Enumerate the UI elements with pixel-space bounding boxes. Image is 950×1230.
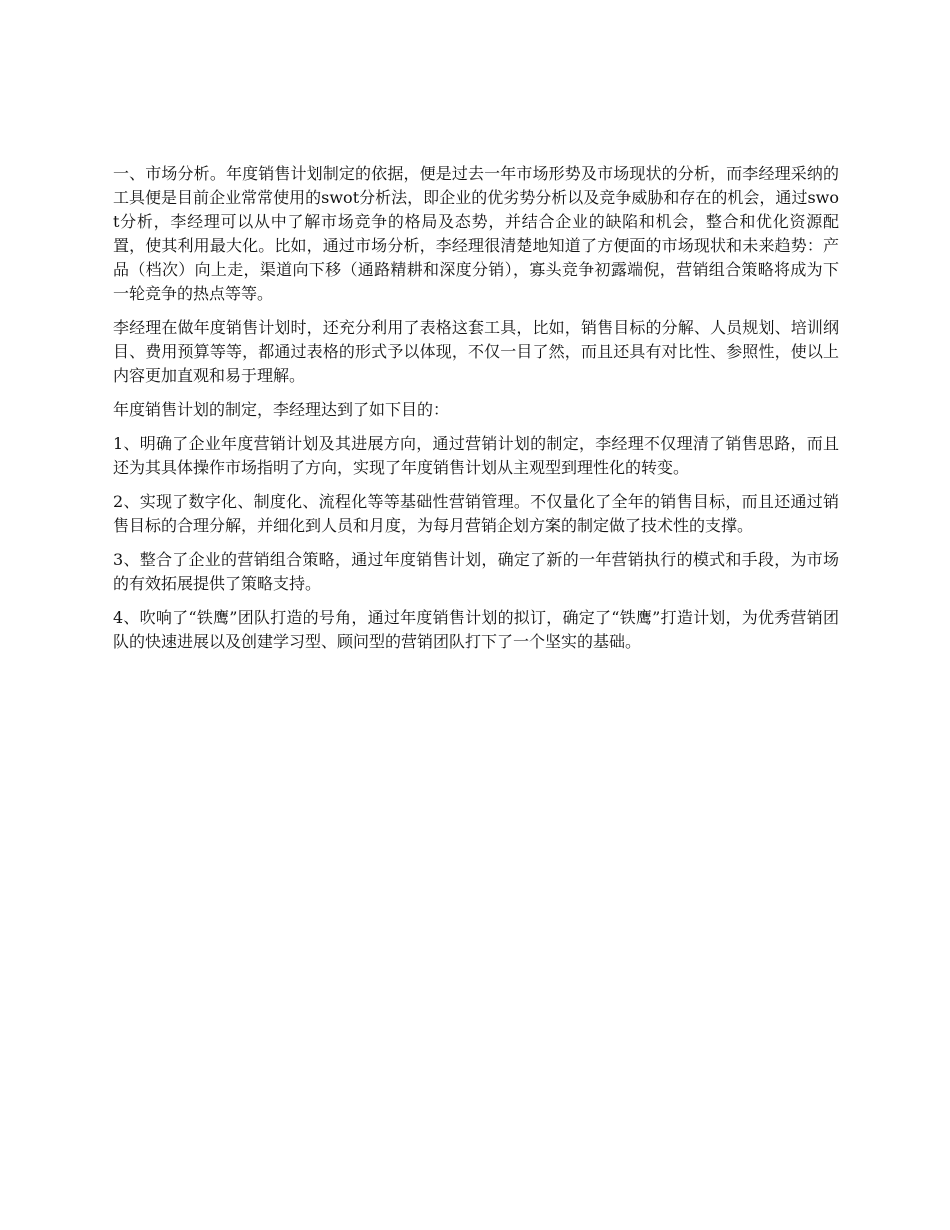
paragraph-goal-2: 2、实现了数字化、制度化、流程化等等基础性营销管理。不仅量化了全年的销售目标，而且还通过销售目标的合理分解，并细化到人员和月度，为每月营销企划方案的制定做了技术性的支撑。 <box>113 492 839 535</box>
paragraph-goal-3: 3、整合了企业的营销组合策略，通过年度销售计划，确定了新的一年营销执行的模式和手段，为市场的有效拓展提供了策略支持。 <box>113 550 839 593</box>
paragraph-market-analysis: 一、市场分析。年度销售计划制定的依据，便是过去一年市场形势及市场现状的分析，而李经理采纳的工具便是目前企业常常使用的swot分析法，即企业的优劣势分析以及竞争威胁和存在的机会，通过swot分析，李经理可以从中了解市场竞争的格局及态势，并结合企业的缺陷和机会，整合和优化资源配置，使其利用最大化。比如，通过市场分析，李经理很清楚地知道了方便面的市场现状和未来趋势：产品（档次）向上走，渠道向下移（通路精耕和深度分销），寡头竞争初露端倪，营销组合策略将成为下一轮竞争的热点等等。 <box>113 164 839 303</box>
document-body <box>113 162 839 664</box>
paragraph-goal-4: 4、吹响了“铁鹰”团队打造的号角，通过年度销售计划的拟订，确定了“铁鹰”打造计划，为优秀营销团队的快速进展以及创建学习型、顾问型的营销团队打下了一个坚实的基础。 <box>113 608 839 651</box>
paragraph-goal-1: 1、明确了企业年度营销计划及其进展方向，通过营销计划的制定，李经理不仅理清了销售思路，而且还为其具体操作市场指明了方向，实现了年度销售计划从主观型到理性化的转变。 <box>113 434 839 477</box>
paragraph-goals-intro: 年度销售计划的制定，李经理达到了如下目的： <box>113 400 450 419</box>
paragraph-table-tools: 李经理在做年度销售计划时，还充分利用了表格这套工具，比如，销售目标的分解、人员规划、培训纲目、费用预算等等，都通过表格的形式予以体现，不仅一目了然，而且还具有对比性、参照性，使以上内容更加直观和易于理解。 <box>113 318 839 385</box>
